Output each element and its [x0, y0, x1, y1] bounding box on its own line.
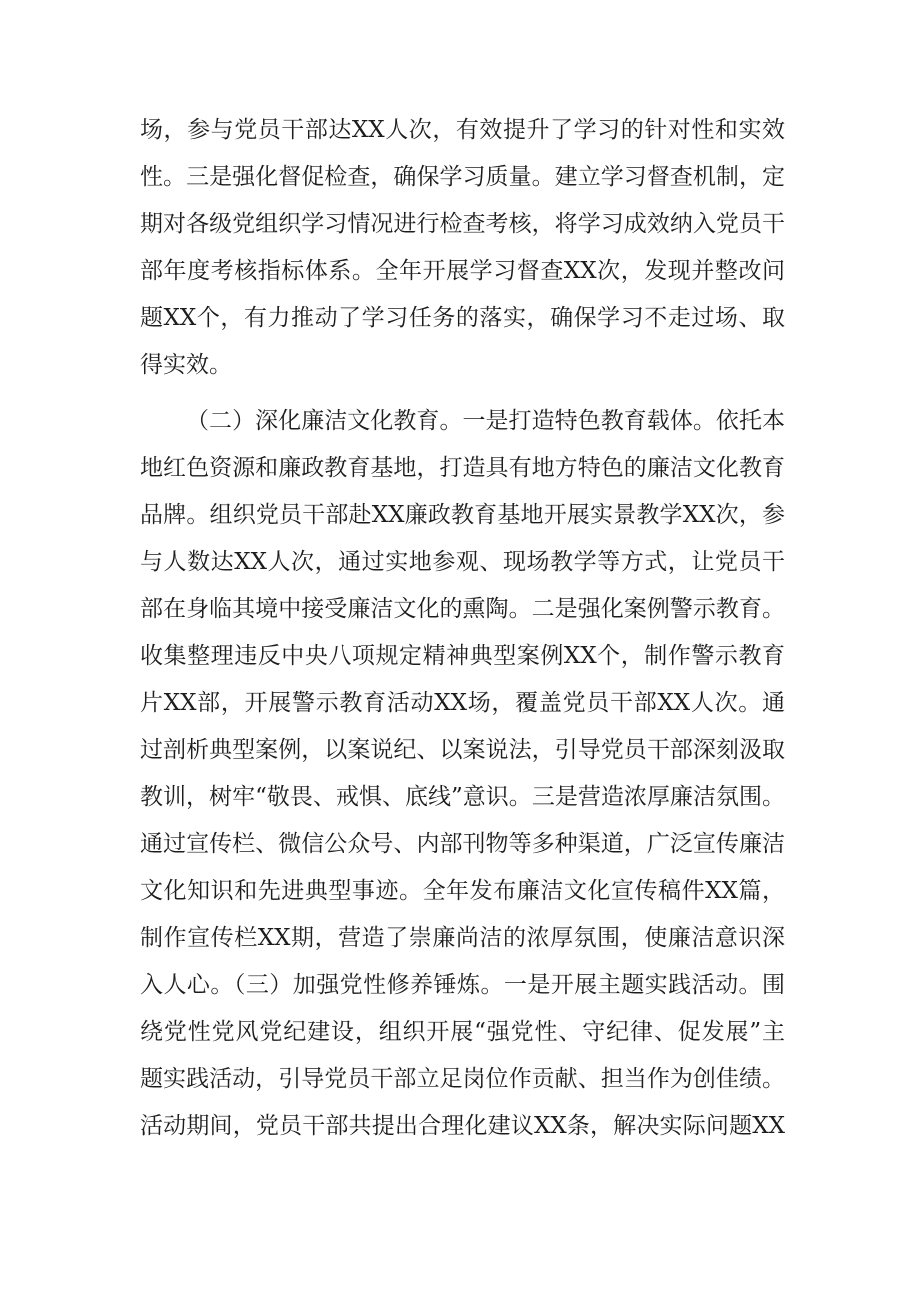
text-line: 部年度考核指标体系。全年开展学习督查XX次，发现并整改问	[140, 258, 785, 284]
text-line: 部在身临其境中接受廉洁文化的熏陶。二是强化案例警示教育。	[140, 596, 785, 622]
text-line: 制作宣传栏XX期，营造了崇廉尚洁的浓厚氛围，使廉洁意识深	[140, 925, 785, 951]
text-line: 绕党性党风党纪建设，组织开展“强党性、守纪律、促发展”主	[140, 1019, 785, 1045]
section-heading-line: （二）深化廉洁文化教育。一是打造特色教育载体。依托本	[186, 408, 785, 434]
text-line: 题XX个，有力推动了学习任务的落实，确保学习不走过场、取	[140, 305, 785, 331]
text-line: 通过宣传栏、微信公众号、内部刊物等多种渠道，广泛宣传廉洁	[140, 831, 785, 857]
text-line: 入人心。（三）加强党性修养锤炼。一是开展主题实践活动。围	[140, 972, 785, 998]
text-line: 期对各级党组织学习情况进行检查考核，将学习成效纳入党员干	[140, 211, 785, 237]
text-line: 品牌。组织党员干部赴XX廉政教育基地开展实景教学XX次，参	[140, 502, 785, 528]
text-line: 性。三是强化督促检查，确保学习质量。建立学习督查机制，定	[140, 164, 785, 190]
text-line: 文化知识和先进典型事迹。全年发布廉洁文化宣传稿件XX篇，	[140, 878, 785, 904]
text-line: 题实践活动，引导党员干部立足岗位作贡献、担当作为创佳绩。	[140, 1066, 785, 1092]
text-line: 活动期间，党员干部共提出合理化建议XX条，解决实际问题XX	[140, 1113, 785, 1139]
text-line: 与人数达XX人次，通过实地参观、现场教学等方式，让党员干	[140, 549, 785, 575]
text-line: 过剖析典型案例，以案说纪、以案说法，引导党员干部深刻汲取	[140, 737, 785, 763]
text-line: 得实效。	[140, 352, 232, 378]
text-line: 地红色资源和廉政教育基地，打造具有地方特色的廉洁文化教育	[140, 455, 785, 481]
text-line: 教训，树牢“敬畏、戒惧、底线”意识。三是营造浓厚廉洁氛围。	[140, 784, 785, 810]
text-line: 场，参与党员干部达XX人次，有效提升了学习的针对性和实效	[140, 117, 785, 143]
text-line: 片XX部，开展警示教育活动XX场，覆盖党员干部XX人次。通	[140, 690, 785, 716]
text-line: 收集整理违反中央八项规定精神典型案例XX个，制作警示教育	[140, 643, 785, 669]
